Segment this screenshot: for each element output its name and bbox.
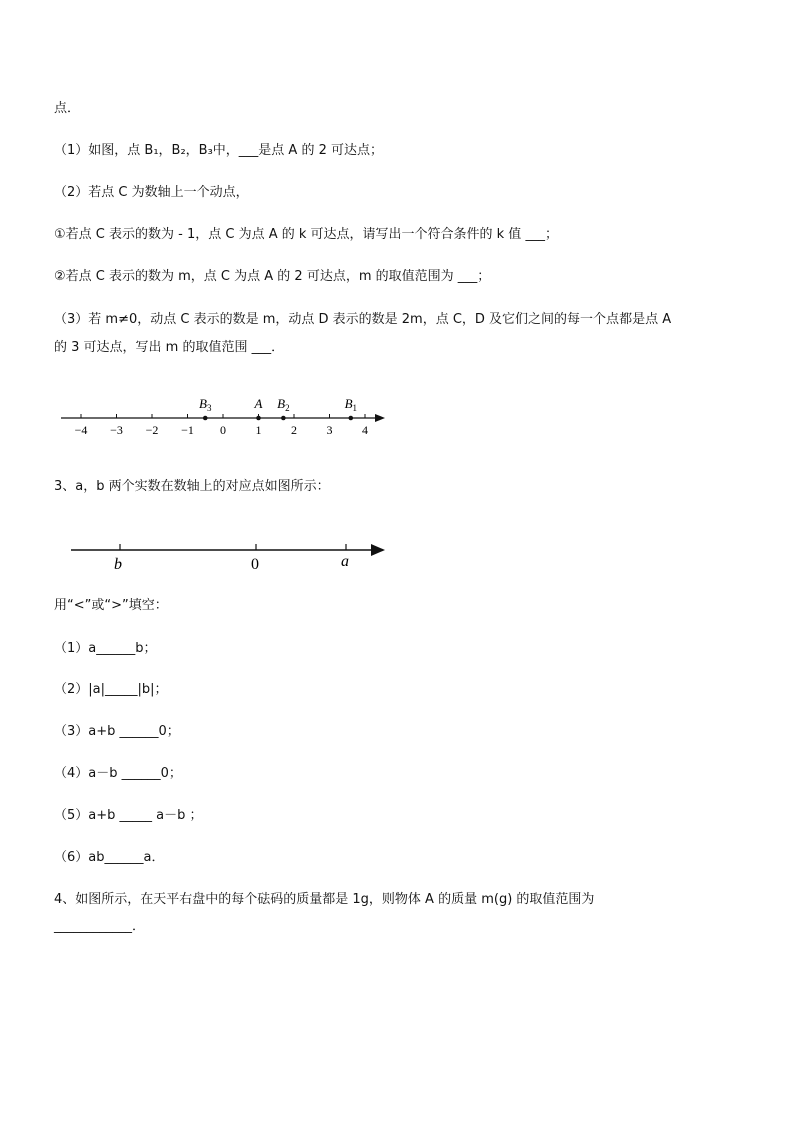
label-b: b: [114, 556, 122, 573]
q3-item-2: （2）|a|_____|b|；: [54, 682, 168, 697]
q2-part3-line2: 的 3 可达点，写出 m 的取值范围 ___．: [54, 340, 285, 355]
point-label: $B_2$: [277, 396, 290, 413]
point-label: $B_3$: [199, 396, 212, 413]
q2-part2: （2）若点 C 为数轴上一个动点，: [54, 185, 249, 200]
q3-item-4: （4）a－b ______0；: [54, 766, 182, 781]
tick-label: 1: [255, 423, 262, 437]
q4-line2: ____________．: [54, 919, 146, 934]
point-label: $B_1$: [344, 396, 358, 413]
axis-arrow: [375, 414, 385, 422]
tick-label: 0: [220, 423, 226, 437]
q2-part3-line1: （3）若 m≠0，动点 C 表示的数是 m，动点 D 表示的数是 2m，点 C，D 及它们之间的每一个点都是点 A: [54, 312, 672, 327]
q2-part2-a: ①若点 C 表示的数为 - 1，点 C 为点 A 的 k 可达点，请写出一个符合条件的 k 值 ___；: [54, 227, 558, 242]
q2-tail: 点．: [54, 101, 81, 116]
tick-label: 3: [326, 423, 333, 437]
tick-label: −1: [181, 423, 194, 437]
label-a: a: [341, 553, 349, 570]
tick-label: 2: [291, 423, 297, 437]
point-dot: [281, 416, 286, 421]
q2-part2-b: ②若点 C 表示的数为 m，点 C 为点 A 的 2 可达点，m 的取值范围为 ___；: [54, 269, 491, 284]
tick-label: −2: [145, 423, 159, 437]
point-dot: [203, 416, 208, 421]
q3-intro: 3、a，b 两个实数在数轴上的对应点如图所示：: [54, 479, 330, 494]
label-zero: 0: [251, 556, 259, 573]
tick-label: −3: [110, 423, 123, 437]
axis-arrow: [371, 544, 385, 556]
q3-item-1: （1）a______b；: [54, 641, 157, 656]
tick-label: 4: [362, 423, 368, 437]
tick-label: −4: [74, 423, 88, 437]
point-dot: [349, 416, 354, 421]
number-line-figure-1: [55, 388, 395, 442]
q3-item-3: （3）a+b ______0；: [54, 724, 180, 739]
q2-part1: （1）如图，点 B₁，B₂，B₃中，___是点 A 的 2 可达点；: [54, 143, 383, 158]
q3-item-6: （6）ab______a．: [54, 850, 165, 865]
point-dot: [256, 416, 261, 421]
q4-line1: 4、如图所示，在天平右盘中的每个砝码的质量都是 1g，则物体 A 的质量 m(g) 的取值范围为: [54, 892, 595, 907]
point-label: A: [254, 396, 263, 411]
number-line-figure-2: [65, 538, 395, 574]
q3-instruction: 用“<”或“>”填空：: [54, 598, 168, 613]
q3-item-5: （5）a+b _____ a－b ；: [54, 808, 203, 823]
